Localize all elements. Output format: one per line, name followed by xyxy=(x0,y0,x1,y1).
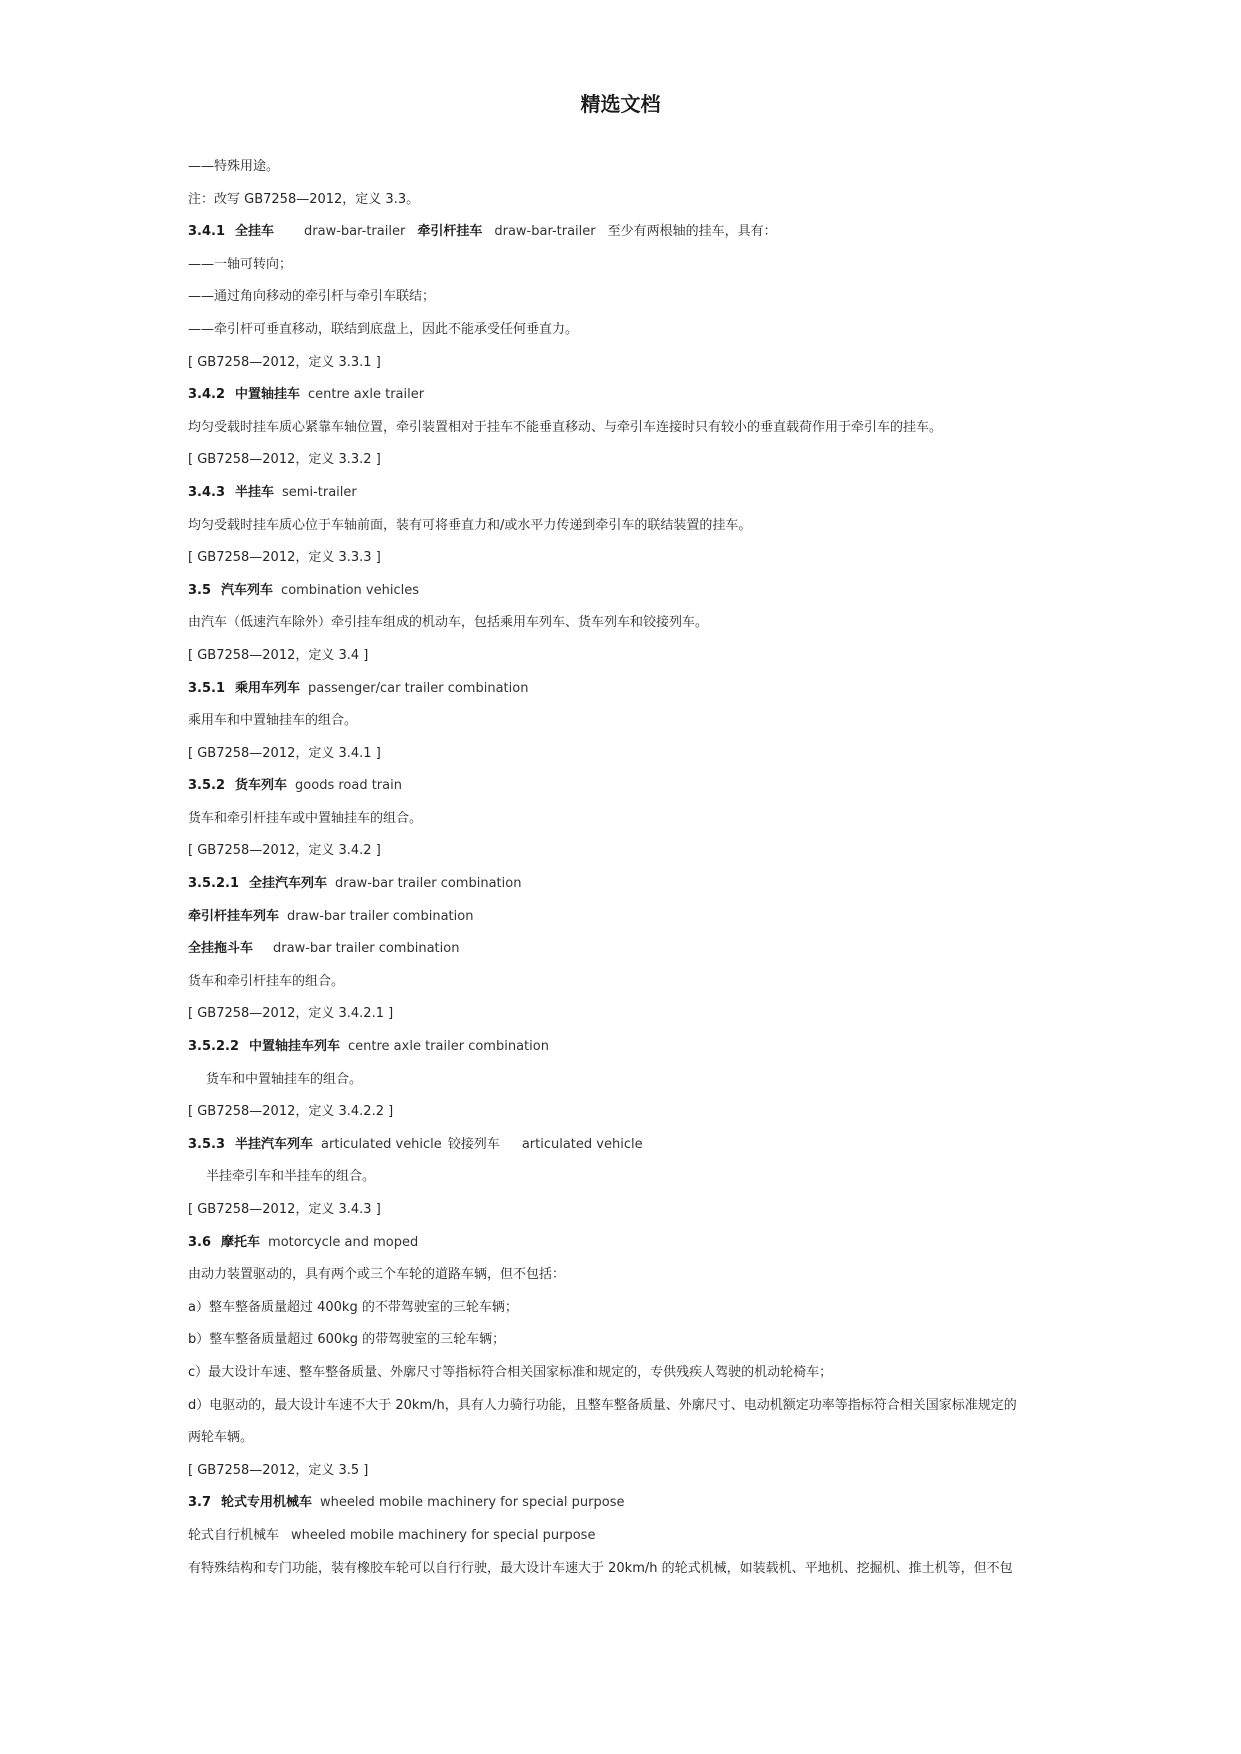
definition-line: 货车和中置轴挂车的组合。 xyxy=(206,1071,363,1087)
term-heading xyxy=(188,677,1068,710)
term-cn: 中置轴挂车列车 xyxy=(249,1039,341,1055)
page-title: 精选文档 xyxy=(580,92,661,116)
term-cn: 全挂车 xyxy=(235,224,275,240)
term-heading xyxy=(188,220,1068,253)
definition-line: 有特殊结构和专门功能，装有橡胶车轮可以自行行驶，最大设计车速大于 20km/h 的轮式机械，如装载机、平地机、挖掘机、推土机等，但不包 xyxy=(188,1560,1013,1576)
term-en: draw-bar trailer combination xyxy=(273,941,460,957)
clause-number: 3.5.2.2 xyxy=(188,1039,239,1055)
term-cn: 中置轴挂车 xyxy=(235,387,301,403)
term-en-alt: articulated vehicle xyxy=(521,1136,643,1152)
term-synonym xyxy=(188,1524,1068,1557)
document-body xyxy=(188,155,1068,1589)
term-heading xyxy=(188,1231,1068,1264)
term-en: wheeled mobile machinery for special purpose xyxy=(291,1527,596,1543)
term-heading xyxy=(188,1133,1068,1166)
term-en-alt: draw-bar-trailer xyxy=(494,224,596,240)
reference-line: [ GB7258—2012，定义 3.5 ] xyxy=(188,1462,369,1478)
term-heading xyxy=(188,579,1068,612)
reference-line: [ GB7258—2012，定义 3.4.2.1 ] xyxy=(188,1006,394,1022)
term-en: draw-bar trailer combination xyxy=(287,908,474,924)
definition-line: 均匀受载时挂车质心位于车轴前面，装有可将垂直力和/或水平力传递到牵引车的联结装置的挂车。 xyxy=(188,517,752,533)
text-line: ——牵引杆可垂直移动，联结到底盘上，因此不能承受任何垂直力。 xyxy=(188,321,579,337)
term-cn: 全挂汽车列车 xyxy=(249,876,328,892)
reference-line: [ GB7258—2012，定义 3.4.3 ] xyxy=(188,1202,381,1217)
list-item: a）整车整备质量超过 400kg 的不带驾驶室的三轮车辆； xyxy=(188,1299,518,1315)
list-item: c）最大设计车速、整车整备质量、外廓尺寸等指标符合相关国家标准和规定的，专供残疾人驾驶的机动轮椅车； xyxy=(188,1364,833,1380)
clause-number: 3.4.2 xyxy=(188,387,226,403)
term-en: combination vehicles xyxy=(281,582,419,598)
term-en: semi-trailer xyxy=(282,484,357,500)
reference-line: [ GB7258—2012，定义 3.4.2 ] xyxy=(188,843,381,859)
clause-number: 3.4.1 xyxy=(188,224,226,240)
definition-line: 由动力装置驱动的，具有两个或三个车轮的道路车辆，但不包括： xyxy=(188,1267,566,1283)
term-cn: 半挂汽车列车 xyxy=(235,1136,314,1152)
definition-line: 由汽车（低速汽车除外）牵引挂车组成的机动车，包括乘用车列车、货车列车和铰接列车。 xyxy=(188,615,709,631)
clause-number: 3.7 xyxy=(188,1495,212,1511)
term-en: passenger/car trailer combination xyxy=(308,680,529,696)
clause-number: 3.5.2.1 xyxy=(188,876,239,892)
reference-line: [ GB7258—2012，定义 3.3.2 ] xyxy=(188,452,381,468)
definition-line: 乘用车和中置轴挂车的组合。 xyxy=(188,713,358,729)
text-line: ——通过角向移动的牵引杆与牵引车联结； xyxy=(188,289,436,305)
clause-number: 3.4.3 xyxy=(188,484,226,500)
term-cn: 轮式专用机械车 xyxy=(221,1495,313,1511)
term-cn-alt: 牵引杆挂车 xyxy=(417,224,483,240)
term-en: centre axle trailer combination xyxy=(348,1039,549,1055)
list-item: d）电驱动的，最大设计车速不大于 20km/h，具有人力骑行功能，且整车整备质量、外廓尺寸、电动机额定功率等指标符合相关国家标准规定的 xyxy=(188,1397,1017,1413)
reference-line: [ GB7258—2012，定义 3.4.2.2 ] xyxy=(188,1104,394,1120)
clause-number: 3.5.1 xyxy=(188,680,226,696)
term-cn: 轮式自行机械车 xyxy=(188,1527,280,1543)
clause-number: 3.5.2 xyxy=(188,778,226,794)
definition-line: 半挂牵引车和半挂车的组合。 xyxy=(206,1169,376,1185)
term-en: motorcycle and moped xyxy=(268,1234,419,1250)
list-item-continued: 两轮车辆。 xyxy=(188,1430,254,1446)
term-synonym xyxy=(188,937,1068,970)
term-en: draw-bar-trailer xyxy=(304,224,406,240)
text-line: ——特殊用途。 xyxy=(188,159,280,174)
term-cn: 摩托车 xyxy=(221,1234,261,1250)
term-en: goods road train xyxy=(295,778,402,794)
definition-line: 货车和牵引杆挂车的组合。 xyxy=(188,973,345,989)
definition-line: 货车和牵引杆挂车或中置轴挂车的组合。 xyxy=(188,810,423,826)
term-heading xyxy=(188,872,1068,905)
term-heading xyxy=(188,481,1068,514)
list-item: b）整车整备质量超过 600kg 的带驾驶室的三轮车辆； xyxy=(188,1332,506,1348)
definition-line: 均匀受载时挂车质心紧靠车轴位置，牵引装置相对于挂车不能垂直移动、与牵引车连接时只有较小的垂直载荷作用于牵引车的挂车。 xyxy=(188,419,943,435)
term-en: draw-bar trailer combination xyxy=(335,876,522,892)
term-cn: 牵引杆挂车列车 xyxy=(188,908,280,924)
term-synonym xyxy=(188,905,1068,938)
term-heading xyxy=(188,383,1068,416)
term-cn: 全挂拖斗车 xyxy=(188,941,254,957)
reference-line: [ GB7258—2012，定义 3.3.3 ] xyxy=(188,550,381,566)
reference-line: [ GB7258—2012，定义 3.3.1 ] xyxy=(188,354,381,370)
term-heading xyxy=(188,774,1068,807)
clause-number: 3.6 xyxy=(188,1234,212,1250)
term-en: centre axle trailer xyxy=(308,387,425,403)
term-cn: 半挂车 xyxy=(235,484,275,500)
clause-number: 3.5 xyxy=(188,582,212,598)
term-cn: 乘用车列车 xyxy=(235,680,301,696)
term-en: wheeled mobile machinery for special purpose xyxy=(320,1495,625,1511)
definition-text: 至少有两根轴的挂车，具有： xyxy=(607,224,777,240)
term-cn: 汽车列车 xyxy=(221,582,274,598)
reference-line: [ GB7258—2012，定义 3.4.1 ] xyxy=(188,745,381,761)
term-en: articulated vehicle xyxy=(321,1136,442,1152)
term-heading xyxy=(188,1035,1068,1068)
clause-number: 3.5.3 xyxy=(188,1136,226,1152)
reference-line: [ GB7258—2012，定义 3.4 ] xyxy=(188,647,369,663)
note-line: 注：改写 GB7258—2012，定义 3.3。 xyxy=(188,191,420,207)
term-heading xyxy=(188,1491,1068,1524)
term-cn: 货车列车 xyxy=(235,778,288,794)
text-line: ——一轴可转向； xyxy=(188,256,293,272)
term-cn-alt: 铰接列车 xyxy=(447,1136,500,1152)
